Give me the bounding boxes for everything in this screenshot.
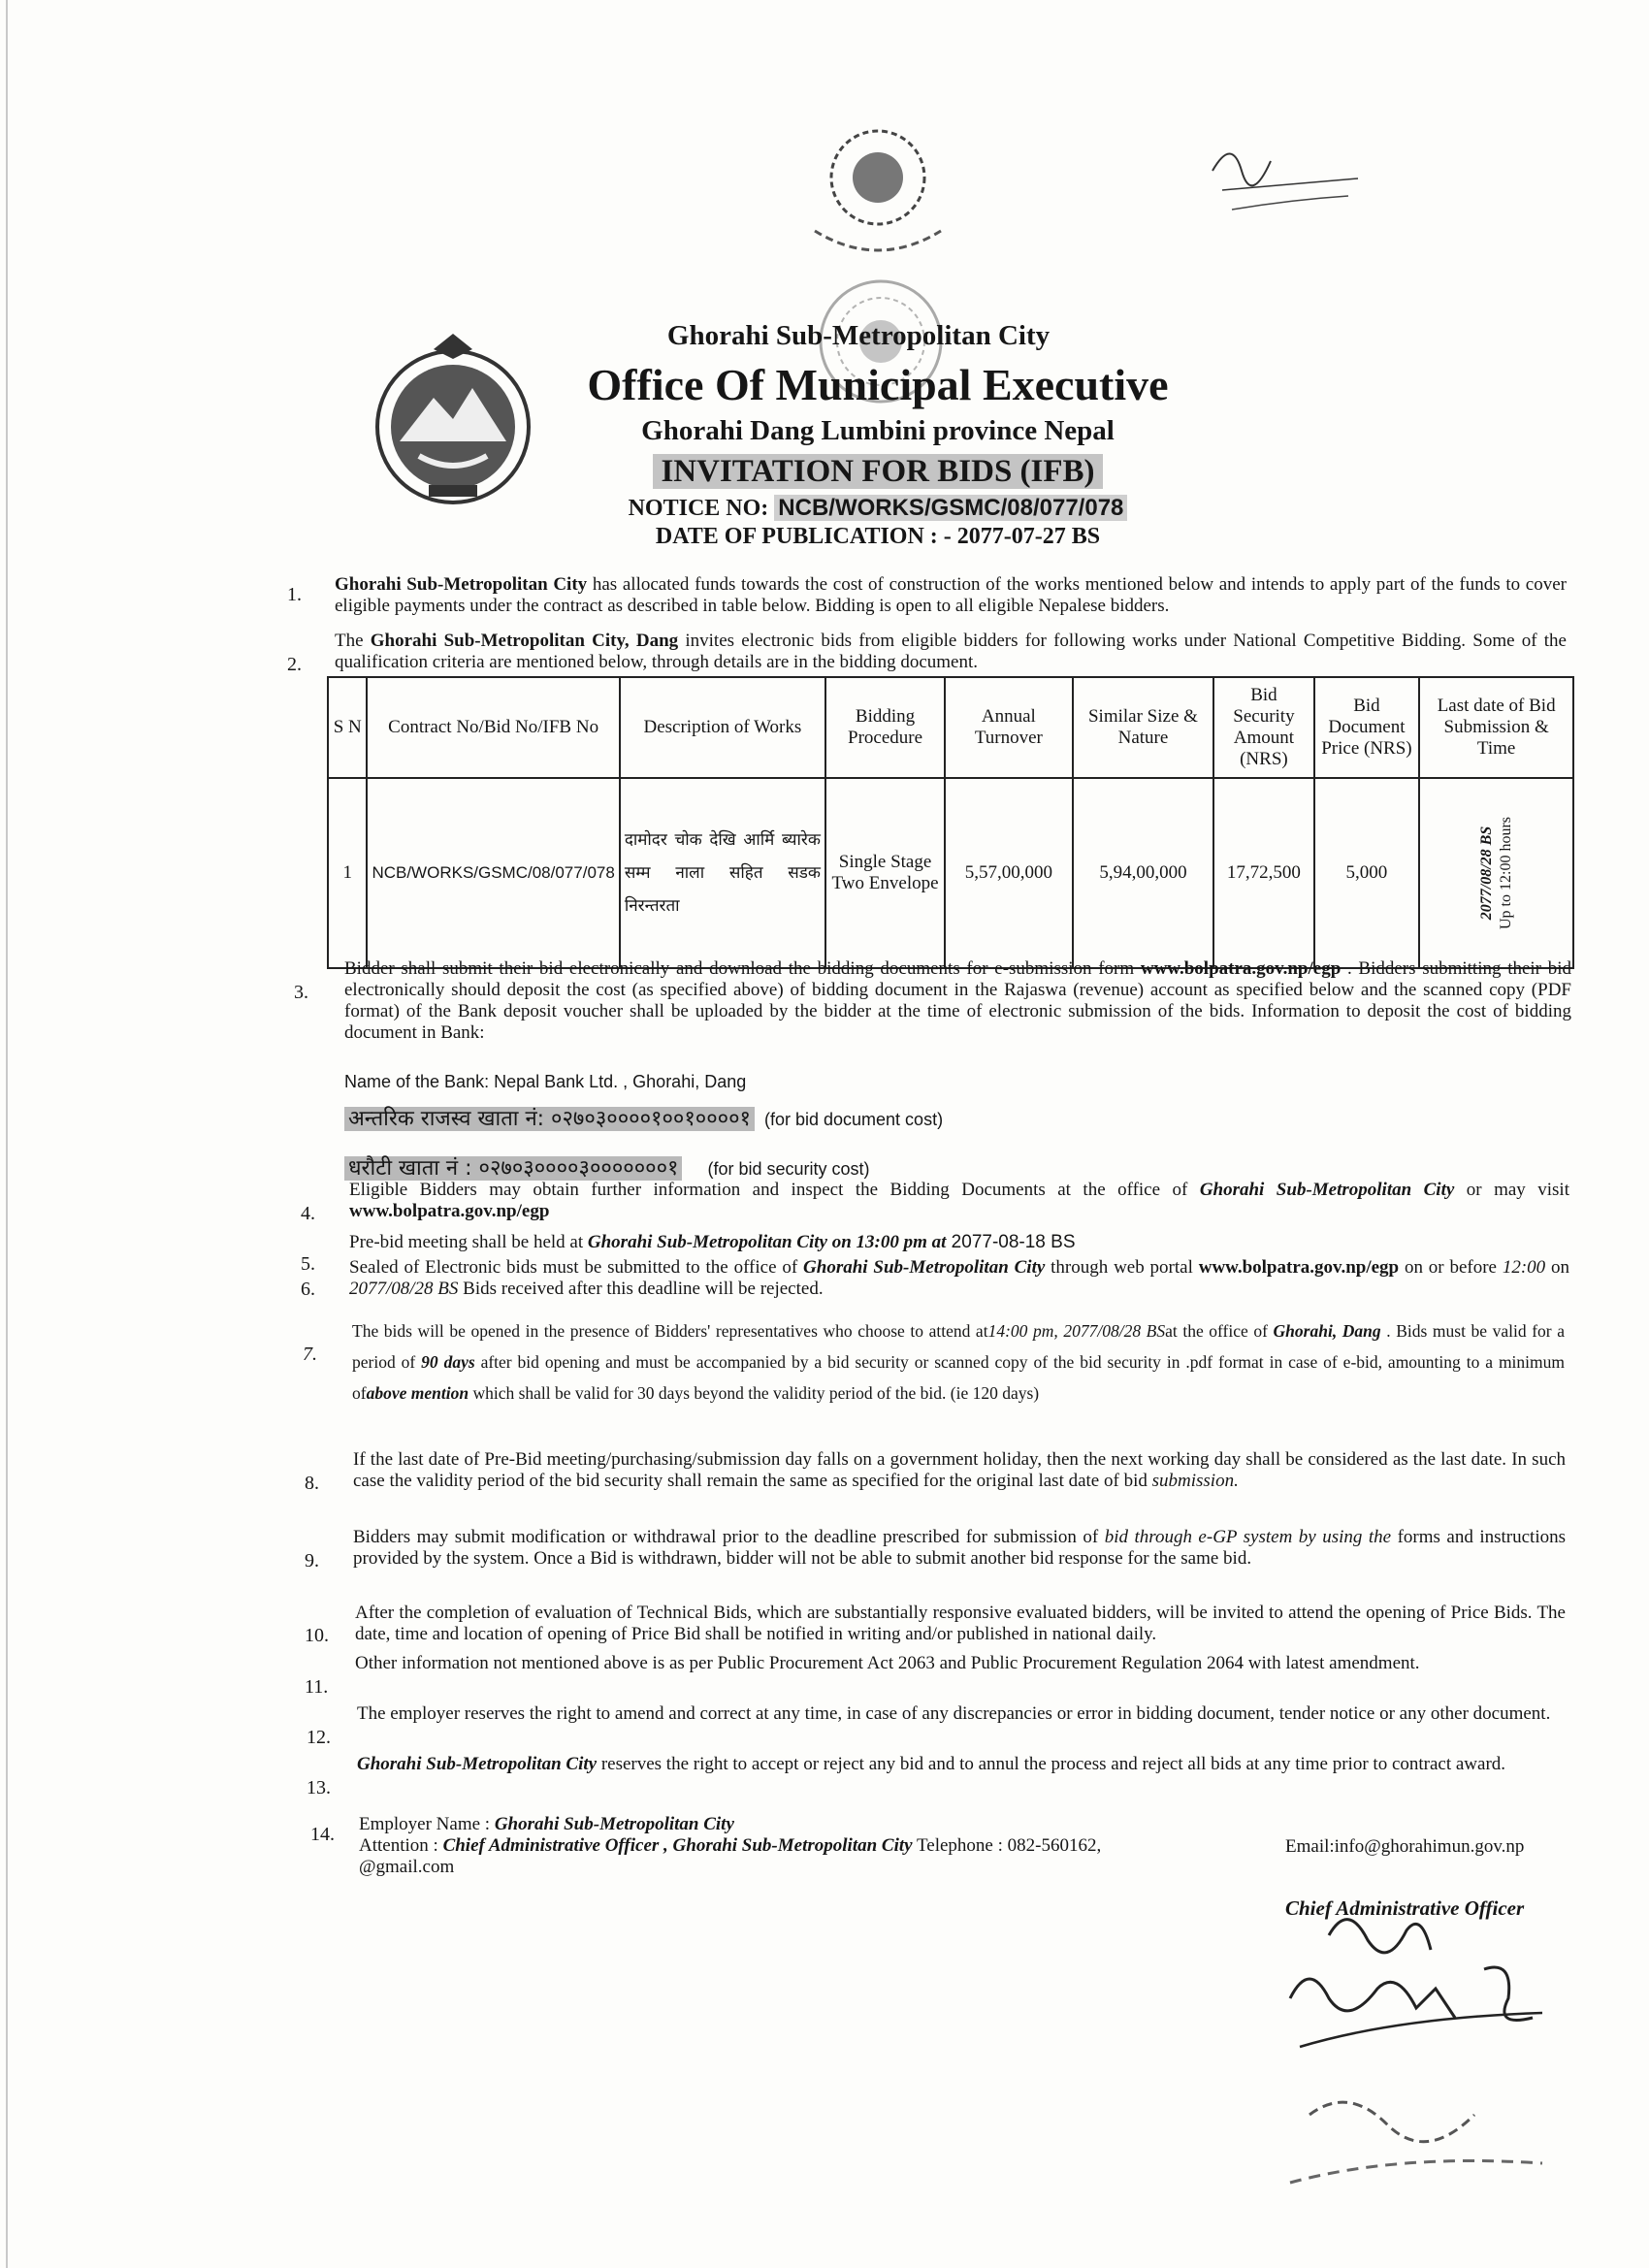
cell-sn: 1 [328, 778, 367, 968]
notice-title-text: INVITATION FOR BIDS (IFB) [653, 454, 1102, 489]
item-3-text [344, 958, 1571, 1044]
item-number: 5. [301, 1253, 315, 1275]
item-number: 14. [310, 1824, 335, 1845]
signature-icon [1251, 1892, 1600, 2241]
item-8-text [353, 1449, 1566, 1492]
item-13-text [357, 1754, 1566, 1775]
attention-label: Attention : [359, 1835, 443, 1856]
employer-label: Employer Name : [359, 1814, 495, 1834]
publication-date-label: DATE OF PUBLICATION : - [655, 524, 952, 549]
item-9-body-2: forms and instructions provided by the system. Once a Bid is withdrawn, bidder will not be able to submit another bid response for the same bid. [353, 1527, 1567, 1569]
office-name: Office Of Municipal Executive [587, 360, 1169, 409]
bank-name: Name of the Bank: Nepal Bank Ltd. , Ghorahi, Dang [344, 1072, 747, 1091]
item-7-body-5: which shall be valid for 30 days beyond the validity period of the bid. (ie 120 days) [469, 1383, 1040, 1403]
item-9-ital: bid through e-GP system by using the [1104, 1527, 1392, 1547]
item-4-ital: Ghorahi Sub-Metropolitan City [1199, 1180, 1455, 1200]
header-contract: Contract No/Bid No/IFB No [367, 677, 619, 778]
item-number: 1. [287, 584, 302, 605]
cell-similar: 5,94,00,000 [1073, 778, 1214, 968]
cell-contract: NCB/WORKS/GSMC/08/077/078 [367, 778, 619, 968]
header-security: Bid Security Amount (NRS) [1213, 677, 1313, 778]
item-6-time: 12:00 [1502, 1257, 1546, 1278]
last-date-time: Up to 12:00 hours [1497, 817, 1514, 929]
office-stamp-icon [786, 124, 970, 270]
item-7-ital-3: 90 days [421, 1352, 475, 1372]
item-5-body: Pre-bid meeting shall be held at [349, 1232, 588, 1252]
item-6-link[interactable]: www.bolpatra.gov.np/egp [1198, 1257, 1400, 1278]
item-6-text [349, 1257, 1569, 1300]
item-number: 2. [287, 654, 302, 675]
item-7-ital-2: Ghorahi, Dang [1273, 1321, 1381, 1341]
item-6-body-5: Bids received after this deadline will be rejected. [458, 1279, 824, 1299]
item-6-body-4: on [1545, 1257, 1569, 1278]
account-security-number: धरौटी खाता नं : ०२७०३००००३०००००००१ [344, 1156, 682, 1181]
header-doc-price: Bid Document Price (NRS) [1314, 677, 1420, 778]
account-revenue-note: (for bid document cost) [763, 1110, 944, 1129]
item-2-bold: Ghorahi Sub-Metropolitan City, Dang [370, 631, 679, 651]
cell-procedure: Single Stage Two Envelope [825, 778, 945, 968]
account-revenue [344, 1103, 943, 1132]
publication-date [0, 524, 1649, 550]
account-revenue-number: अन्तरिक राजस्व खाता नं: ०२७०३००००१००१००००१ [344, 1107, 755, 1131]
notice-number-label: NOTICE NO: [628, 496, 769, 521]
signature-icon [1203, 132, 1368, 219]
item-6-body-3: on or before [1399, 1257, 1503, 1278]
item-number: 10. [305, 1625, 329, 1646]
item-number: 12. [307, 1727, 331, 1748]
item-11-text: Other information not mentioned above is as per Public Procurement Act 2063 and Public Procurement Regulation 2064 with latest amendment. [355, 1653, 1420, 1673]
item-1-body: has allocated funds towards the cost of construction of the works mentioned below and intends to apply part of the funds to cover eligible payments under the contract as described in table below. Bidding is open to all eligible Nepalese bidders. [335, 574, 1567, 616]
attention-name: Chief Administrative Officer , Ghorahi Sub-Metropolitan City [442, 1835, 913, 1856]
email-continued: @gmail.com [359, 1857, 455, 1877]
item-5-date: 2077-08-18 BS [946, 1232, 1076, 1252]
item-13-bold: Ghorahi Sub-Metropolitan City [357, 1754, 598, 1774]
account-security [344, 1152, 870, 1182]
item-2-body: invites electronic bids from eligible bidders for following works under National Competitive Bidding. Some of the qualification criteria are mentioned below, through details are in the bidding document. [335, 631, 1567, 672]
item-number: 4. [301, 1203, 315, 1224]
notice-title [0, 454, 1649, 490]
item-3-body: Bidder shall submit their bid electronically and download the bidding documents for e-submission form [344, 958, 1141, 979]
item-7-body-2: at the office of [1165, 1321, 1274, 1341]
employer-name: Ghorahi Sub-Metropolitan City [494, 1814, 734, 1834]
item-3-link[interactable]: www.bolpatra.gov.np/egp [1140, 958, 1342, 979]
item-8-body: If the last date of Pre-Bid meeting/purchasing/submission day falls on a government holiday, then the next working day shall be considered as the last date. In such case the validity period of the bid security shall remain the same as specified for the original last date of bid [353, 1449, 1566, 1491]
office-address: Ghorahi Dang Lumbini province Nepal [641, 415, 1115, 446]
item-7-text [352, 1315, 1565, 1409]
header-description: Description of Works [620, 677, 825, 778]
header-procedure: Bidding Procedure [825, 677, 945, 778]
item-4-link[interactable]: www.bolpatra.gov.np/egp [349, 1201, 550, 1221]
cell-security: 17,72,500 [1213, 778, 1313, 968]
item-9-text [353, 1527, 1566, 1570]
item-7-ital-4: above mention [366, 1383, 469, 1403]
table-row [328, 778, 1573, 968]
publication-date-value: 2077-07-27 BS [956, 524, 1101, 549]
header-turnover: Annual Turnover [945, 677, 1073, 778]
header-similar: Similar Size & Nature [1073, 677, 1214, 778]
item-6-body: Sealed of Electronic bids must be submitted to the office of [349, 1257, 804, 1278]
item-number: 11. [305, 1676, 329, 1698]
item-13-body: reserves the right to accept or reject any bid and to annul the process and reject all bids at any time prior to contract award. [597, 1754, 1506, 1774]
notice-number-value: NCB/WORKS/GSMC/08/077/078 [774, 495, 1127, 521]
item-2-pre: The [335, 631, 371, 651]
item-12-text: The employer reserves the right to amend and correct at any time, in case of any discrepancies or error in bidding document, tender notice or any other document. [357, 1703, 1551, 1724]
last-date-value: 2077/08/28 BS [1477, 826, 1495, 921]
item-number: 9. [305, 1550, 319, 1571]
cell-description: दामोदर चोक देखि आर्मि ब्यारेक सम्म नाला सहित सडक निरन्तरता [620, 778, 825, 968]
header-last-date: Last date of Bid Submission & Time [1419, 677, 1573, 778]
item-7-ital: 14:00 pm, 2077/08/28 BS [987, 1321, 1166, 1341]
table-header-row [328, 677, 1573, 778]
item-5-text [349, 1232, 1569, 1253]
item-3-body-2: . Bidders submitting their bid electronically should deposit the cost (as specified above) of bidding document in the Rajaswa (revenue) account as specified below and the scanned copy (PDF format) of the Bank deposit voucher shall be uploaded by the bidder at the time of electronic submission of the bids. Information to deposit the cost of bidding document in Bank: [344, 958, 1571, 1043]
item-number: 8. [305, 1473, 319, 1494]
cell-turnover: 5,57,00,000 [945, 778, 1073, 968]
email[interactable]: Email:info@ghorahimun.gov.np [1285, 1836, 1525, 1857]
city-name: Ghorahi Sub-Metropolitan City [666, 320, 1051, 351]
item-8-ital: submission. [1151, 1471, 1239, 1491]
item-5-ital: Ghorahi Sub-Metropolitan City on 13:00 pm at [587, 1232, 947, 1252]
bids-table [327, 676, 1574, 969]
item-4-text [349, 1180, 1569, 1222]
item-2-text [335, 631, 1567, 673]
item-1-bold: Ghorahi Sub-Metropolitan City [335, 574, 588, 595]
item-number: 3. [294, 982, 308, 1003]
header-sn: S N [328, 677, 367, 778]
item-7-body-3: . Bids must be valid for a period of [352, 1321, 1565, 1372]
item-6-ital: Ghorahi Sub-Metropolitan City [803, 1257, 1046, 1278]
cell-last-date [1419, 778, 1573, 968]
item-number: 13. [307, 1777, 331, 1798]
account-security-note: (for bid security cost) [707, 1159, 870, 1179]
signatory-title: Chief Administrative Officer [1285, 1896, 1525, 1920]
item-7-body-4: after bid opening and must be accompanied by a bid security or scanned copy of the bid security in .pdf format in case of e-bid, amounting to a minimum of [352, 1352, 1566, 1403]
item-10-text: After the completion of evaluation of Technical Bids, which are substantially responsive evaluated bidders, will be invited to attend the opening of Price Bids. The date, time and location of opening of Price Bid shall be notified in writing and/or published in national daily. [355, 1603, 1566, 1644]
item-7-body: The bids will be opened in the presence of Bidders' representatives who choose to attend at [352, 1321, 988, 1341]
item-6-date: 2077/08/28 BS [349, 1279, 459, 1299]
item-4-body: Eligible Bidders may obtain further information and inspect the Bidding Documents at the office of [349, 1180, 1200, 1200]
item-number: 6. [301, 1279, 315, 1300]
notice-number [0, 495, 1649, 522]
item-14-text [359, 1814, 1310, 1878]
item-6-body-2: through web portal [1045, 1257, 1199, 1278]
item-9-body: Bidders may submit modification or withdrawal prior to the deadline prescribed for submission of [353, 1527, 1105, 1547]
telephone: Telephone : 082-560162, [912, 1835, 1102, 1856]
last-date-wrap [1424, 781, 1568, 965]
item-number: 7. [303, 1344, 317, 1365]
last-date-rotated [1477, 817, 1516, 929]
item-4-body-2: or may visit [1454, 1180, 1569, 1200]
item-1-text [335, 574, 1567, 617]
cell-doc-price: 5,000 [1314, 778, 1420, 968]
